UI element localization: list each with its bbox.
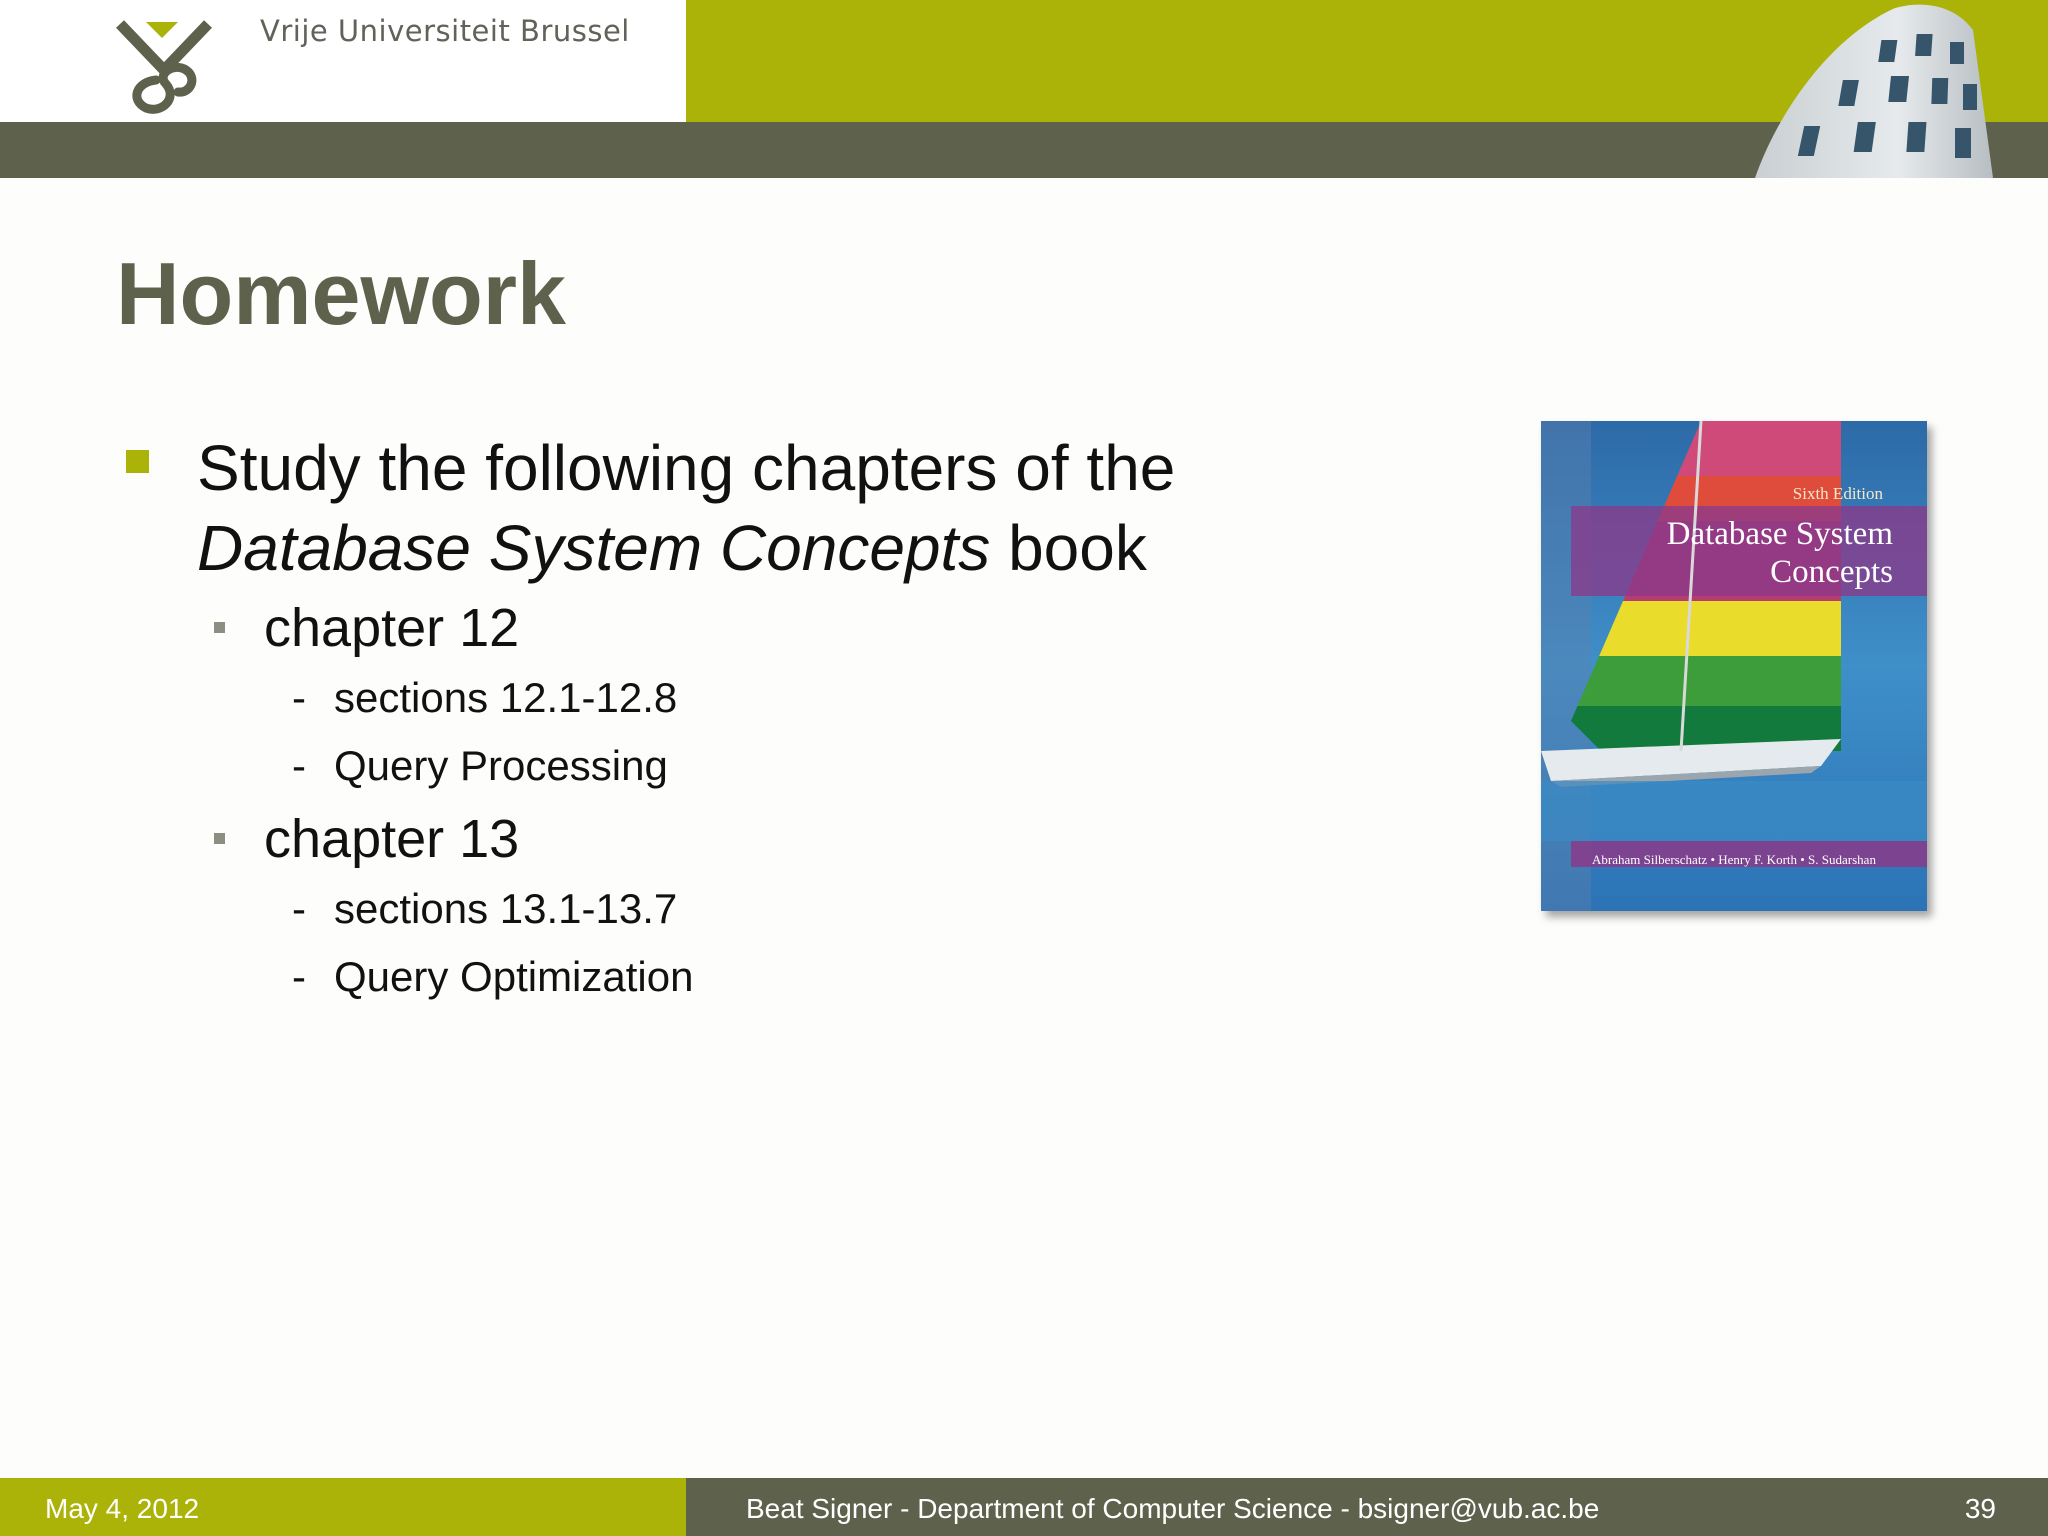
book-word: book xyxy=(990,512,1147,584)
chapter-13-item-2: Query Optimization xyxy=(334,953,694,1000)
book-title-italic: Database System Concepts xyxy=(197,512,991,584)
book-cover-image xyxy=(1541,421,1927,911)
book-cover-title xyxy=(1667,515,1893,591)
building-photo-icon xyxy=(1745,0,2005,178)
page-number: 39 xyxy=(1964,1493,1996,1524)
book-authors: Abraham Silberschatz • Henry F. Korth • S. Sudarshan xyxy=(1592,852,1876,867)
dash-icon: - xyxy=(292,674,306,721)
slide-header xyxy=(0,0,2048,178)
vub-logo-icon xyxy=(116,18,236,116)
dash-icon: - xyxy=(292,953,306,1000)
main-bullet-line1: Study the following chapters of the xyxy=(197,432,1176,504)
main-bullet-line2 xyxy=(197,508,1175,588)
book-cover-title-line2: Concepts xyxy=(1770,554,1893,590)
book-edition: Sixth Edition xyxy=(1792,484,1883,503)
footer-date: May 4, 2012 xyxy=(45,1493,200,1524)
chapter-12-item-1: sections 12.1-12.8 xyxy=(334,674,678,721)
header-dark-band xyxy=(0,122,2048,178)
university-name: Vrije Universiteit Brussel xyxy=(260,14,630,48)
sub-bullet-icon xyxy=(214,833,225,844)
dash-icon: - xyxy=(292,885,306,932)
chapter-13-item-1: sections 13.1-13.7 xyxy=(334,885,678,932)
chapter-12-label: chapter 12 xyxy=(264,598,520,658)
main-bullet-text xyxy=(197,428,1175,588)
footer-author: Beat Signer - Department of Computer Science - bsigner@vub.ac.be xyxy=(746,1493,1600,1524)
bullet-square-icon xyxy=(126,450,149,473)
slide-footer xyxy=(0,1478,2048,1536)
book-cover-title-line1: Database System xyxy=(1666,516,1893,552)
sub-bullet-icon xyxy=(214,622,225,633)
chapter-13-label: chapter 13 xyxy=(264,809,520,869)
chapter-12-item-2: Query Processing xyxy=(334,742,668,789)
slide-title: Homework xyxy=(116,244,566,343)
dash-icon: - xyxy=(292,742,306,789)
